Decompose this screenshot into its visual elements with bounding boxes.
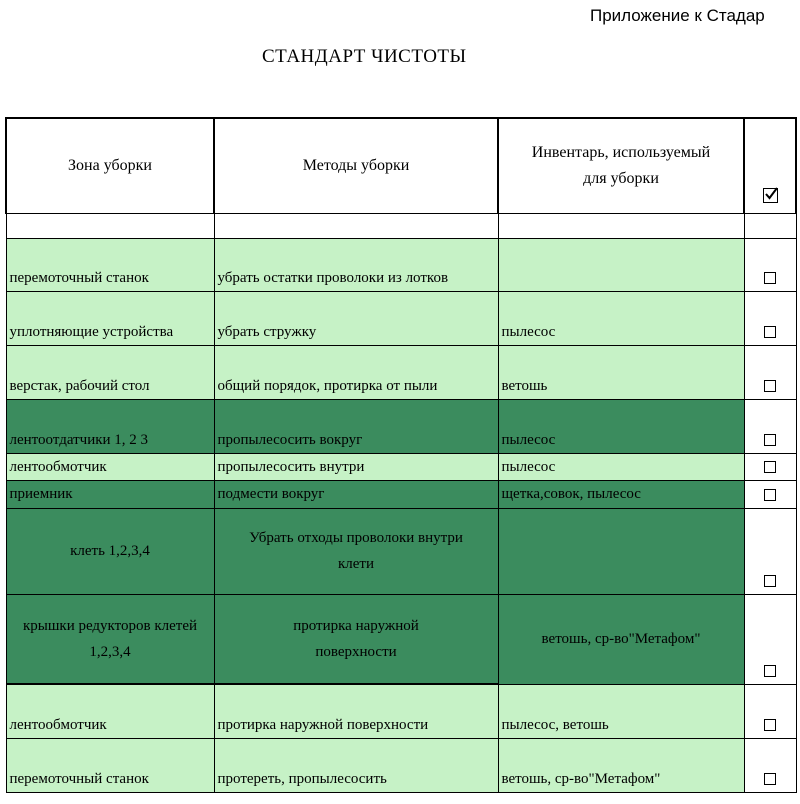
checkbox-icon <box>764 461 776 473</box>
table-row <box>6 738 796 792</box>
row-checkbox[interactable] <box>744 480 796 508</box>
checkbox-icon <box>764 434 776 446</box>
method-cell: подмести вокруг <box>214 480 498 508</box>
checkbox-icon <box>764 326 776 338</box>
appendix-label: Приложение к Стадар <box>590 6 765 25</box>
zone-cell: лентоотдатчики 1, 2 3 <box>6 399 214 453</box>
checked-box-icon <box>763 188 778 203</box>
method-cell: общий порядок, протирка от пыли <box>214 345 498 399</box>
method-cell: Убрать отходы проволоки внутри клети <box>214 508 498 594</box>
inventory-cell <box>498 238 744 291</box>
row-checkbox[interactable] <box>744 594 796 684</box>
table-row-spacer <box>6 213 796 238</box>
row-checkbox[interactable] <box>744 453 796 480</box>
zone-cell: перемоточный станок <box>6 238 214 291</box>
method-cell: убрать стружку <box>214 291 498 345</box>
header-inventory: Инвентарь, используемый для уборки <box>498 118 744 213</box>
row-checkbox[interactable] <box>744 399 796 453</box>
inventory-cell: ветошь, ср-во"Метафом" <box>498 738 744 792</box>
zone-cell: уплотняющие устройства <box>6 291 214 345</box>
method-cell: пропылесосить вокруг <box>214 399 498 453</box>
checkbox-icon <box>764 575 776 587</box>
row-checkbox[interactable] <box>744 345 796 399</box>
inventory-cell: ветошь <box>498 345 744 399</box>
row-checkbox[interactable] <box>744 238 796 291</box>
inventory-cell: щетка,совок, пылесос <box>498 480 744 508</box>
page-title: СТАНДАРТ ЧИСТОТЫ <box>262 46 467 67</box>
table-row <box>6 508 796 594</box>
zone-cell: перемоточный станок <box>6 738 214 792</box>
checkbox-icon <box>764 489 776 501</box>
header-check <box>744 118 796 213</box>
row-checkbox[interactable] <box>744 508 796 594</box>
row-checkbox[interactable] <box>744 684 796 738</box>
inventory-cell: пылесос, ветошь <box>498 684 744 738</box>
method-cell: протирка наружной поверхности <box>214 684 498 738</box>
checkbox-icon <box>764 380 776 392</box>
checkbox-icon <box>764 272 776 284</box>
checkbox-icon <box>764 665 776 677</box>
inventory-cell <box>498 508 744 594</box>
row-checkbox[interactable] <box>744 738 796 792</box>
table-row <box>6 291 796 345</box>
method-cell: протирка наружной поверхности <box>214 594 498 684</box>
method-cell: протереть, пропылесосить <box>214 738 498 792</box>
zone-cell: верстак, рабочий стол <box>6 345 214 399</box>
checkbox-icon <box>764 773 776 785</box>
inventory-cell: пылесос <box>498 453 744 480</box>
zone-cell: лентообмотчик <box>6 684 214 738</box>
inventory-cell: ветошь, ср-во"Метафом" <box>498 594 744 684</box>
table-row <box>6 399 796 453</box>
zone-cell: крышки редукторов клетей 1,2,3,4 <box>6 594 214 684</box>
header-methods: Методы уборки <box>214 118 498 213</box>
zone-cell: клеть 1,2,3,4 <box>6 508 214 594</box>
table-row <box>6 345 796 399</box>
table-row <box>6 594 796 684</box>
table-row <box>6 238 796 291</box>
row-checkbox[interactable] <box>744 291 796 345</box>
method-cell: пропылесосить внутри <box>214 453 498 480</box>
inventory-cell: пылесос <box>498 291 744 345</box>
table-row <box>6 684 796 738</box>
table-row <box>6 453 796 480</box>
header-zone: Зона уборки <box>6 118 214 213</box>
inventory-cell: пылесос <box>498 399 744 453</box>
checkbox-icon <box>764 719 776 731</box>
table-row <box>6 480 796 508</box>
zone-cell: лентообмотчик <box>6 453 214 480</box>
method-cell: убрать остатки проволоки из лотков <box>214 238 498 291</box>
zone-cell: приемник <box>6 480 214 508</box>
cleaning-standard-table <box>5 117 797 793</box>
